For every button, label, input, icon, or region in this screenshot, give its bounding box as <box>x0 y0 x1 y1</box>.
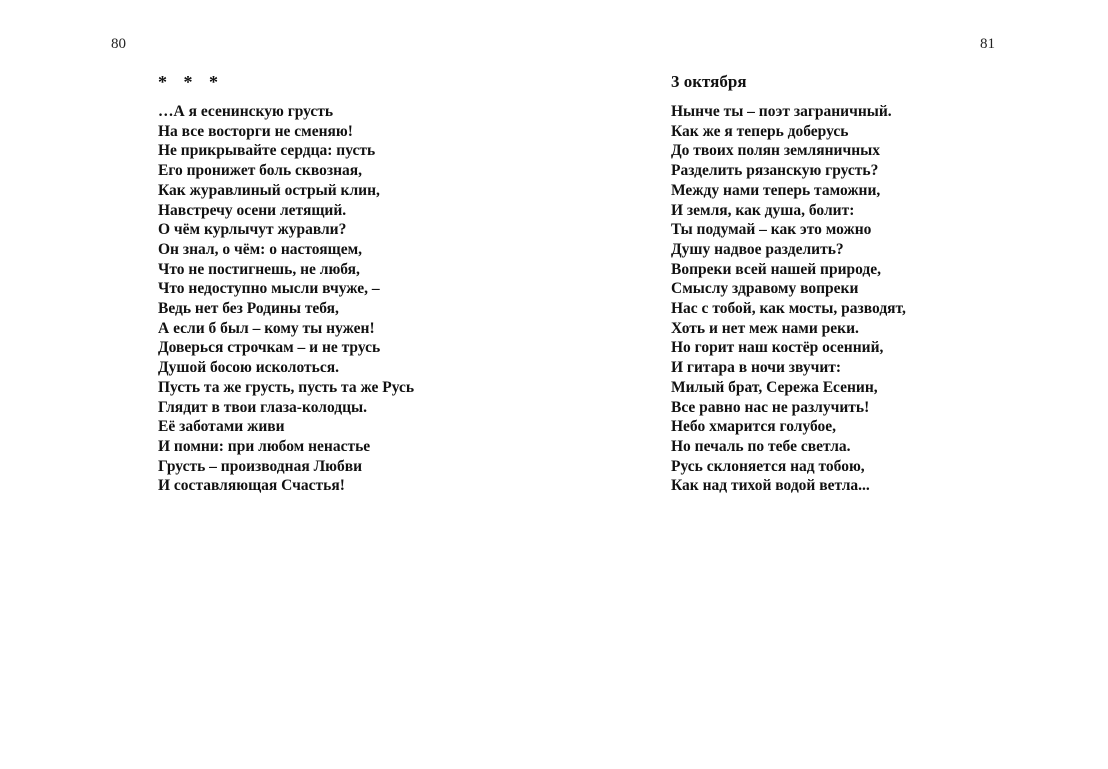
page-number-left: 80 <box>111 36 126 52</box>
poem-line: Но печаль по тебе светла. <box>671 437 851 455</box>
poem-line: Пусть та же грусть, пусть та же Русь <box>158 378 415 396</box>
poem-line: Ведь нет без Родины тебя, <box>158 300 339 318</box>
poem-line: О чём курлычут журавли? <box>158 221 347 239</box>
poem-line: На все восторги не сменяю! <box>158 122 353 140</box>
poem-line: И гитара в ночи звучит: <box>671 359 842 377</box>
poem-line: И составляющая Счастья! <box>158 477 345 495</box>
poem-line: Разделить рязанскую грусть? <box>671 162 879 180</box>
poem-lines <box>671 102 1071 496</box>
poem-line: Глядит в твои глаза-колодцы. <box>158 398 367 416</box>
page-number-right: 81 <box>980 36 995 52</box>
poem-line: Небо хмарится голубое, <box>671 418 837 436</box>
poem-line: И помни: при любом ненастье <box>158 437 371 455</box>
poem-line: Не прикрывайте сердца: пусть <box>158 142 376 160</box>
poem-line: Но горит наш костёр осенний, <box>671 339 884 357</box>
right-page-poem <box>671 68 1071 496</box>
poem-line: Русь склоняется над тобою, <box>671 457 865 475</box>
poem-line: …А я есенинскую грусть <box>158 103 334 120</box>
poem-line: Хоть и нет меж нами реки. <box>671 319 859 337</box>
poem-line: Ты подумай – как это можно <box>671 221 872 239</box>
poem-line: До твоих полян земляничных <box>671 142 880 160</box>
poem-line: Как же я теперь доберусь <box>671 122 849 140</box>
poem-line: Душу надвое разделить? <box>671 240 844 258</box>
poem-lines <box>158 102 578 496</box>
poem-line: Он знал, о чём: о настоящем, <box>158 240 363 258</box>
poem-heading-asterisks: * * * <box>158 72 224 92</box>
poem-line: А если б был – кому ты нужен! <box>158 319 375 337</box>
poem-heading-title: 3 октября <box>671 72 747 91</box>
poem-line: Смыслу здравому вопреки <box>671 280 859 298</box>
poem-line: Нынче ты – поэт заграничный. <box>671 103 892 120</box>
poem-line: Как над тихой водой ветла... <box>671 477 870 495</box>
poem-line: Вопреки всей нашей природе, <box>671 260 882 278</box>
poem-line: Что недоступно мысли вчуже, – <box>158 280 380 298</box>
poem-line: Грусть – производная Любви <box>158 457 363 475</box>
poem-line: И земля, как душа, болит: <box>671 201 855 219</box>
poem-line: Все равно нас не разлучить! <box>671 398 870 416</box>
poem-line: Что не постигнешь, не любя, <box>158 260 360 278</box>
poem-line: Нас с тобой, как мосты, разводят, <box>671 300 906 318</box>
poem-line: Милый брат, Сережа Есенин, <box>671 378 878 396</box>
poem-line: Как журавлиный острый клин, <box>158 181 380 199</box>
poem-line: Навстречу осени летящий. <box>158 201 347 219</box>
poem-line: Душой босою исколоться. <box>158 359 339 377</box>
poem-line: Доверься строчкам – и не трусь <box>158 339 381 357</box>
poem-line: Её заботами живи <box>158 418 285 436</box>
left-page-poem <box>158 68 578 496</box>
poem-line: Его пронижет боль сквозная, <box>158 162 363 180</box>
poem-line: Между нами теперь таможни, <box>671 181 881 199</box>
